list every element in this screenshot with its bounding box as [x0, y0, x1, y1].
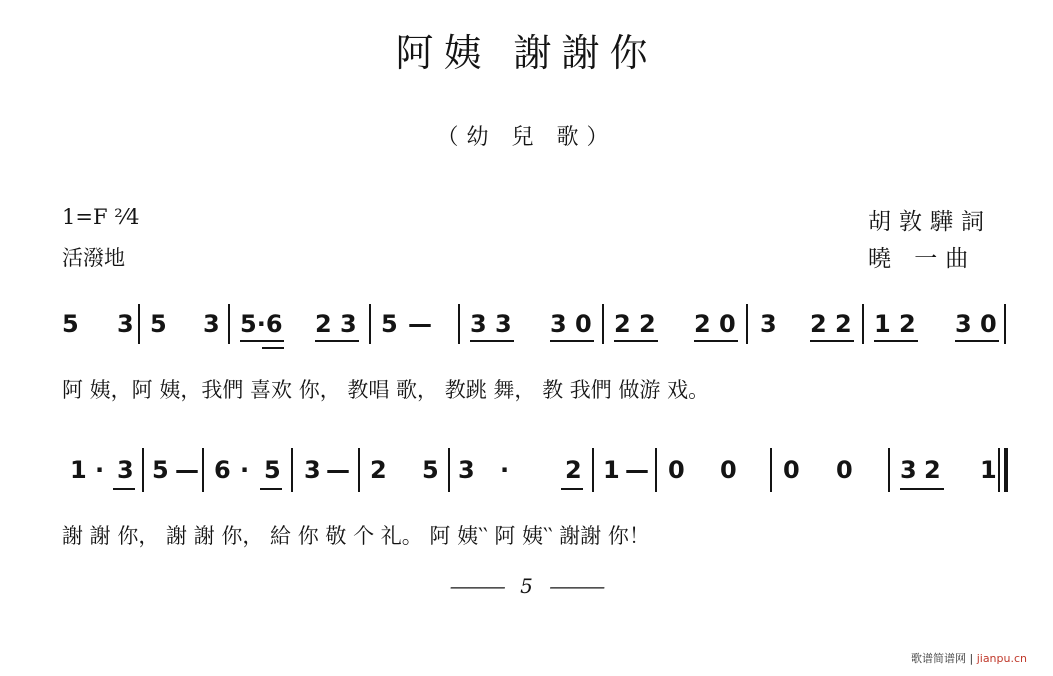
score-line-2: [0, 448, 1053, 548]
note: 5·6: [240, 310, 283, 338]
note: 3: [760, 310, 777, 338]
note: 5: [152, 456, 169, 484]
beam: [874, 340, 918, 342]
bar-line: [1004, 304, 1006, 344]
dash: —: [408, 310, 432, 338]
page-number: [0, 574, 1053, 598]
page-number-text: 5: [520, 574, 533, 598]
final-bar-thin: [998, 448, 1000, 492]
beam: [694, 340, 738, 342]
bar-line: [358, 448, 360, 492]
bar-line: [770, 448, 772, 492]
note: 0: [719, 310, 736, 338]
note: 3: [470, 310, 487, 338]
note: 3: [495, 310, 512, 338]
bar-line: [888, 448, 890, 492]
page-rule-left: ———: [449, 574, 504, 598]
key-signature: 1=F ²⁄4: [62, 205, 140, 229]
note: 3: [900, 456, 917, 484]
bar-line: [228, 304, 230, 344]
note: 0: [836, 456, 853, 484]
bar-line: [602, 304, 604, 344]
page-rule-right: ———: [549, 574, 604, 598]
beam: [260, 488, 282, 490]
note: 5: [264, 456, 281, 484]
beam: [614, 340, 658, 342]
note: 2: [370, 456, 387, 484]
beam: [315, 340, 359, 342]
note: 2: [694, 310, 711, 338]
beam: [810, 340, 854, 342]
note: 0: [783, 456, 800, 484]
note: 2: [810, 310, 827, 338]
note: 2: [924, 456, 941, 484]
note: 5: [150, 310, 167, 338]
dot-rhythm: ·: [500, 456, 510, 484]
note: 3: [458, 456, 475, 484]
lyrics-line-1: 阿 姨，阿 姨，我們 喜欢 你， 教唱 歌， 教跳 舞， 教 我們 做游 戏。: [62, 378, 710, 402]
bar-line: [592, 448, 594, 492]
lyrics-line-2: 謝 謝 你， 謝 謝 你， 給 你 敬 个 礼。 阿 姨‵‵ 阿 姨‵‵ 謝謝 你！: [62, 524, 650, 548]
note: 2: [639, 310, 656, 338]
beam: [561, 488, 583, 490]
beam: [470, 340, 514, 342]
note: 3: [304, 456, 321, 484]
bar-line: [291, 448, 293, 492]
bar-line: [655, 448, 657, 492]
song-subtitle: （幼 兒 歌）: [436, 125, 617, 150]
note: 0: [575, 310, 592, 338]
composer-credit: 曉 一曲: [868, 246, 977, 272]
beam: [900, 488, 944, 490]
dash: —: [326, 456, 350, 484]
watermark: [911, 650, 1027, 666]
note: 3: [955, 310, 972, 338]
note: 3: [117, 456, 134, 484]
tempo-marking: 活潑地: [62, 246, 125, 270]
note: 3: [340, 310, 357, 338]
note: 0: [720, 456, 737, 484]
note: 2: [899, 310, 916, 338]
dot-rhythm: ·: [95, 456, 105, 484]
dash: —: [625, 456, 649, 484]
note: 3: [550, 310, 567, 338]
beam: [113, 488, 135, 490]
note: 0: [668, 456, 685, 484]
score-line-1: [0, 300, 1053, 400]
note: 6: [214, 456, 231, 484]
note: 1: [874, 310, 891, 338]
watermark-site[interactable]: jianpu.cn: [976, 652, 1027, 665]
note: 3: [203, 310, 220, 338]
note: 5: [62, 310, 79, 338]
beam: [240, 340, 284, 342]
bar-line: [369, 304, 371, 344]
watermark-prefix: 歌谱简谱网 |: [911, 652, 977, 665]
bar-line: [202, 448, 204, 492]
beam: [955, 340, 999, 342]
beam: [550, 340, 594, 342]
note: 3: [117, 310, 134, 338]
note: 1: [603, 456, 620, 484]
note: 5: [422, 456, 439, 484]
bar-line: [138, 304, 140, 344]
bar-line: [142, 448, 144, 492]
note: 1: [980, 456, 997, 484]
note: 2: [614, 310, 631, 338]
bar-line: [448, 448, 450, 492]
dash: —: [175, 456, 199, 484]
note: 2: [315, 310, 332, 338]
beam: [262, 347, 284, 349]
note: 2: [565, 456, 582, 484]
final-bar-thick: [1004, 448, 1008, 492]
bar-line: [458, 304, 460, 344]
note: 1: [70, 456, 87, 484]
bar-line: [746, 304, 748, 344]
note: 2: [835, 310, 852, 338]
dot-rhythm: ·: [240, 456, 250, 484]
lyricist-credit: 胡敦驊詞: [868, 209, 992, 235]
note: 0: [980, 310, 997, 338]
song-title: 阿姨 謝謝你: [395, 31, 658, 75]
note: 5: [381, 310, 398, 338]
bar-line: [862, 304, 864, 344]
